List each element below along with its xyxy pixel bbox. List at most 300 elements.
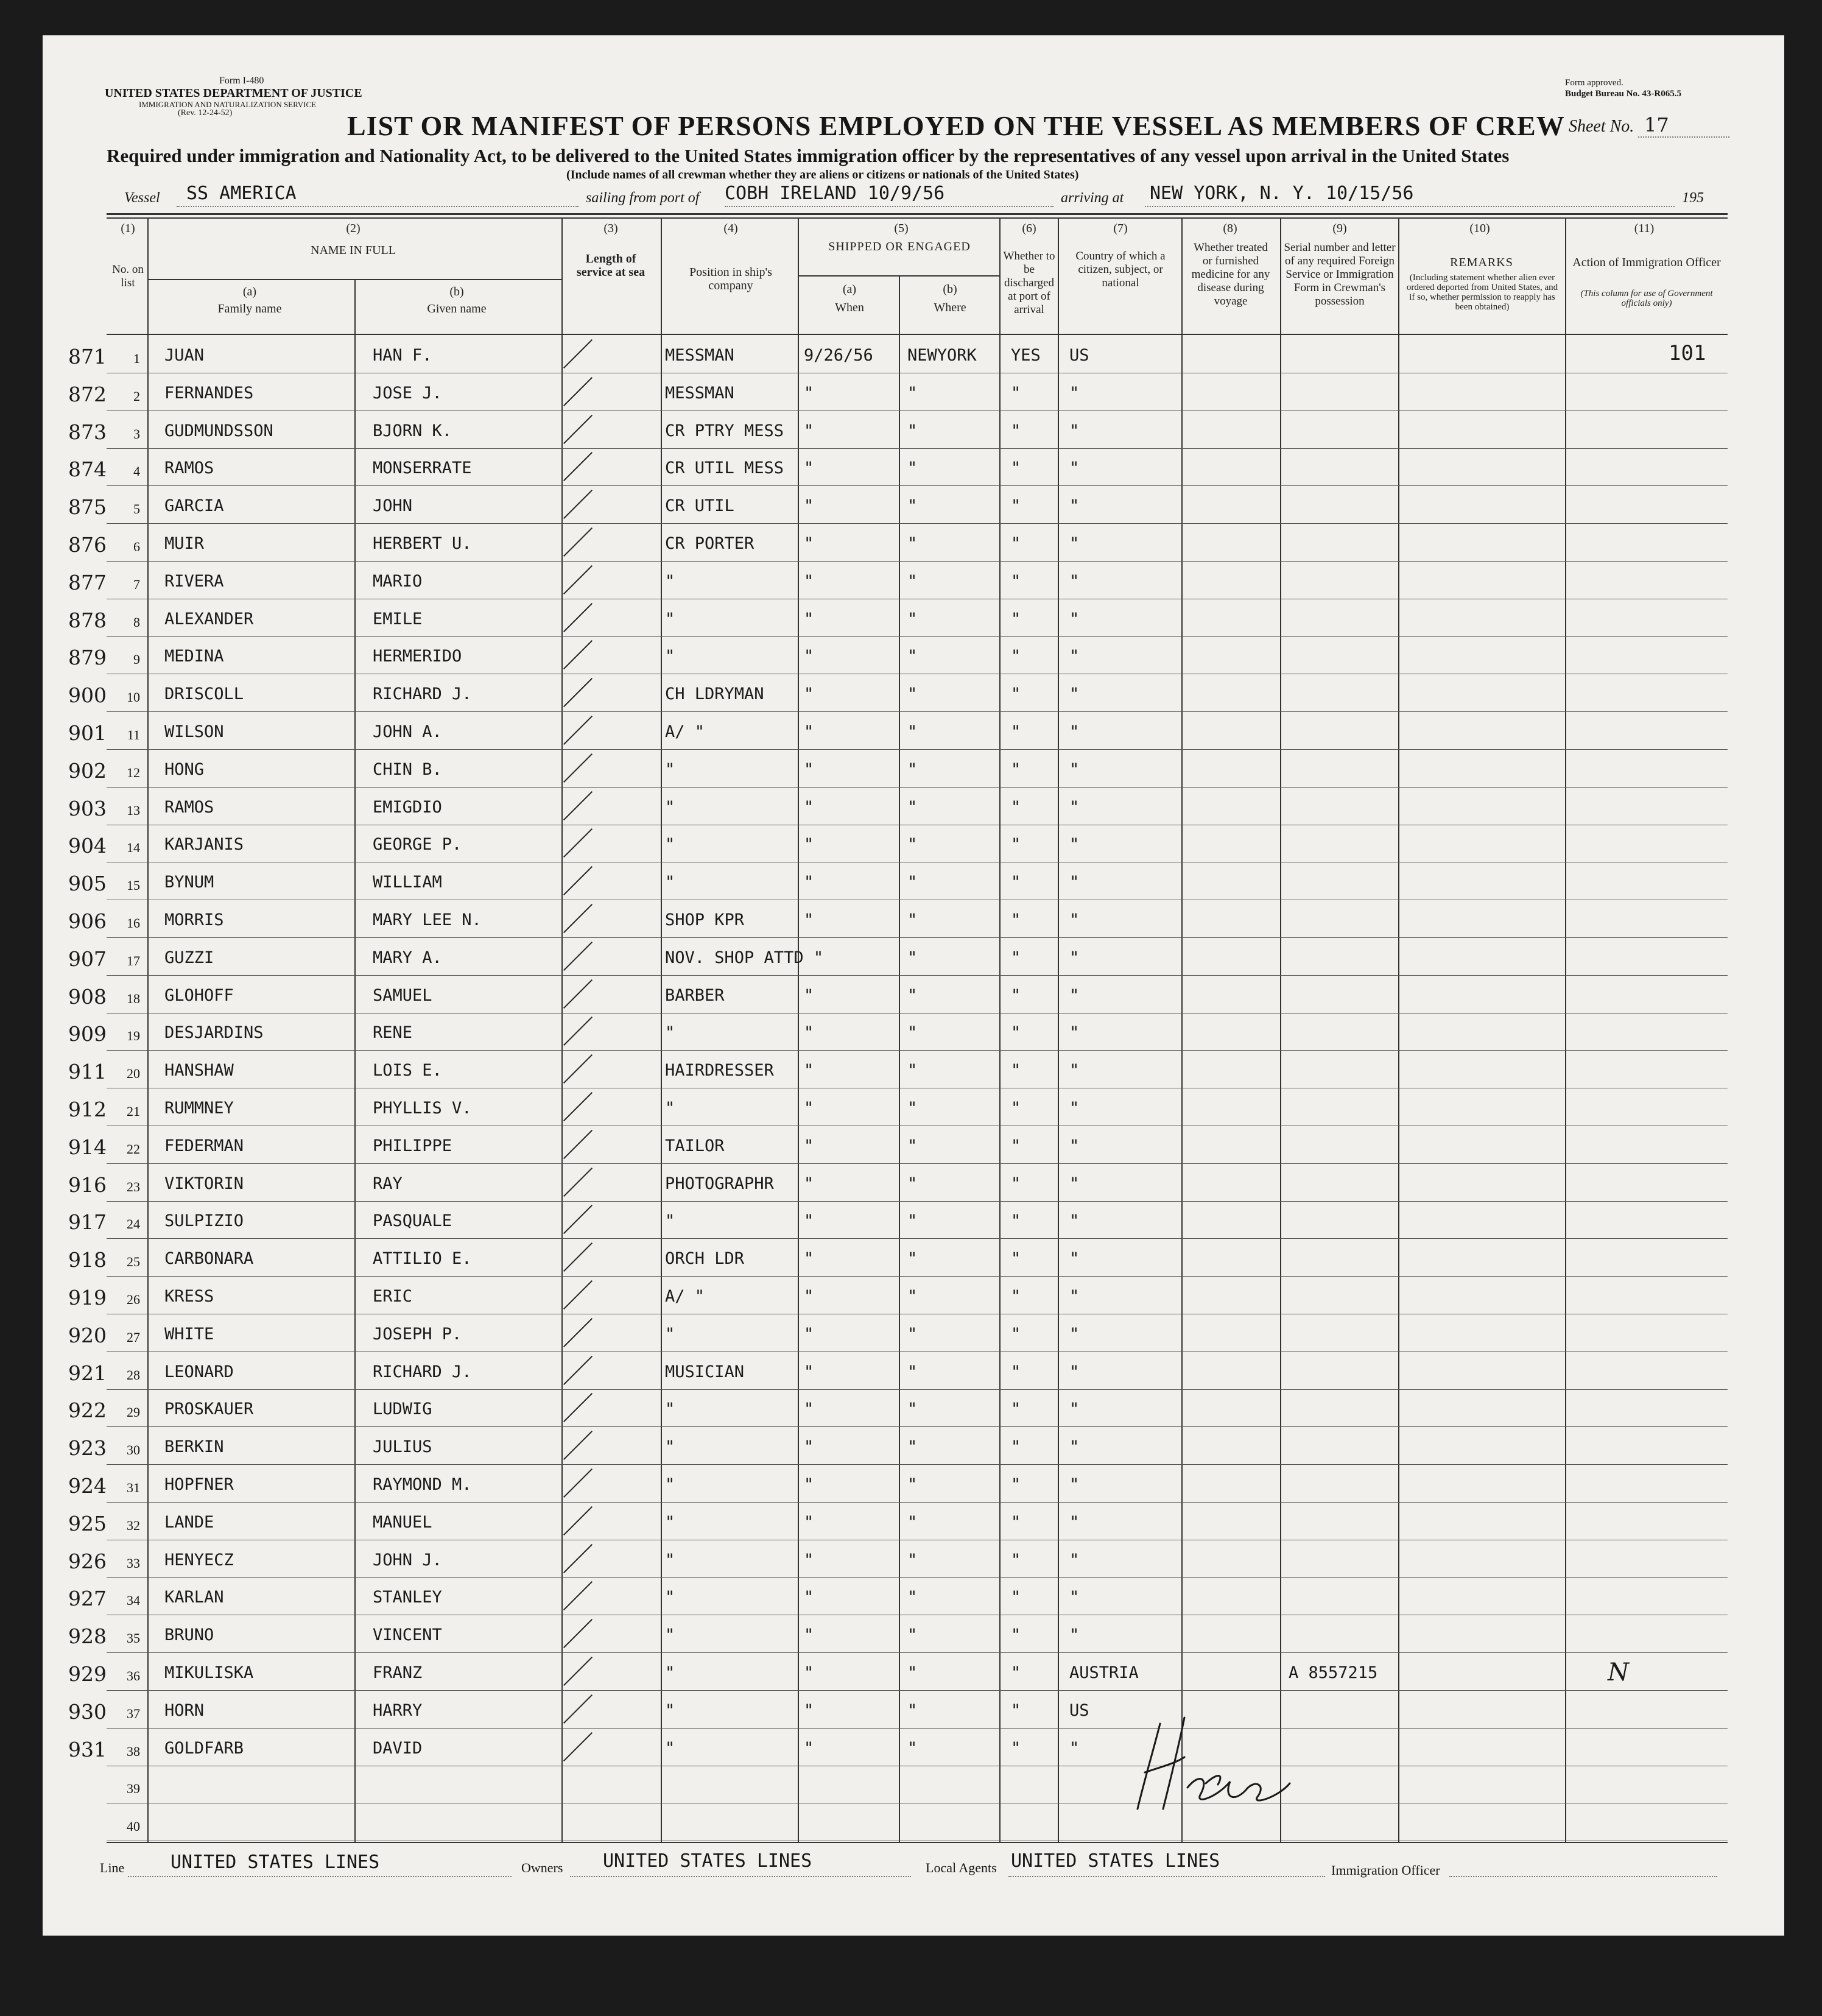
given-name: EMIGDIO (373, 798, 442, 817)
col-divider-5ab (899, 277, 900, 1842)
col5b-header: Where (934, 301, 966, 314)
discharged: " (1011, 798, 1021, 817)
manifest-line-ref: 928 (68, 1624, 107, 1648)
given-name: HERMERIDO (373, 647, 462, 666)
manifest-line-ref: 877 (68, 571, 107, 594)
given-name: JOHN A. (373, 722, 442, 741)
shipped-when: " (804, 1588, 814, 1607)
family-name: GOLDFARB (164, 1739, 244, 1758)
manifest-line-ref: 874 (68, 457, 107, 481)
officer-underline (1449, 1876, 1717, 1877)
shipped-where: " (907, 572, 918, 591)
family-name: HONG (164, 760, 205, 779)
given-name: ATTILIO E. (373, 1249, 472, 1268)
country: " (1069, 1551, 1080, 1570)
position: " (665, 835, 675, 854)
row-rule (107, 448, 1728, 449)
shipped-when: " (804, 798, 814, 817)
shipped-when: " (804, 911, 814, 929)
row-rule (107, 1389, 1728, 1390)
manifest-line-ref: 921 (68, 1361, 107, 1385)
col-divider-2ab (354, 280, 356, 1842)
country: " (1069, 835, 1080, 854)
family-name: MIKULISKA (164, 1663, 254, 1682)
sailing-label: sailing from port of (586, 190, 700, 206)
table-bottom-rule (107, 1842, 1728, 1843)
discharged: " (1011, 1325, 1021, 1344)
discharged: " (1011, 1099, 1021, 1118)
row-rule (107, 1050, 1728, 1051)
agents-name: UNITED STATES LINES (1011, 1850, 1220, 1872)
position: " (665, 873, 675, 892)
discharged: " (1011, 685, 1021, 703)
discharged: " (1011, 421, 1021, 440)
col-divider-7 (1181, 217, 1183, 1842)
row-number: 27 (127, 1330, 140, 1345)
given-name: RENE (373, 1023, 413, 1042)
manifest-line-ref: 920 (68, 1323, 107, 1347)
shipped-when: " (804, 1701, 814, 1720)
shipped-when: " (804, 1137, 814, 1155)
discharged: " (1011, 496, 1021, 515)
shipped-where: " (907, 1362, 918, 1381)
shipped-where: " (907, 534, 918, 553)
given-name: RICHARD J. (373, 685, 472, 703)
country: " (1069, 384, 1080, 403)
col5-number: (5) (894, 222, 909, 235)
position: CR PORTER (665, 534, 754, 553)
family-name: BERKIN (164, 1437, 224, 1456)
family-name: RAMOS (164, 798, 214, 817)
manifest-line-ref: 912 (68, 1098, 107, 1121)
family-name: WHITE (164, 1325, 214, 1344)
given-name: JOHN J. (373, 1551, 442, 1570)
table-top-rule (107, 213, 1728, 215)
discharged: " (1011, 1137, 1021, 1155)
shipped-where: " (907, 1551, 918, 1570)
discharged: " (1011, 1023, 1021, 1042)
shipped-when: " (804, 459, 814, 478)
shipped-when: " (804, 421, 814, 440)
given-name: HERBERT U. (373, 534, 472, 553)
family-name: GUZZI (164, 948, 214, 967)
country: " (1069, 722, 1080, 741)
given-name: JOHN (373, 496, 413, 515)
discharged: " (1011, 572, 1021, 591)
country: " (1069, 986, 1080, 1005)
shipped-where: " (907, 1023, 918, 1042)
shipped-when: " (804, 1249, 814, 1268)
shipped-when: " (804, 534, 814, 553)
manifest-line-ref: 906 (68, 909, 107, 933)
position: " (665, 760, 675, 779)
discharged: " (1011, 722, 1021, 741)
manifest-line-ref: 909 (68, 1022, 107, 1046)
shipped-where: " (907, 1663, 918, 1682)
country: US (1069, 346, 1089, 365)
row-number: 38 (127, 1744, 140, 1759)
manifest-line-ref: 878 (68, 608, 107, 632)
shipped-when: " (804, 1287, 814, 1306)
shipped-where: " (907, 1249, 918, 1268)
discharged: " (1011, 610, 1021, 629)
country: " (1069, 459, 1080, 478)
budget-bureau: Budget Bureau No. 43-R065.5 (1565, 89, 1681, 99)
sheet-underline (1638, 136, 1729, 138)
col2a-number: (a) (242, 285, 257, 298)
discharged: " (1011, 459, 1021, 478)
department: UNITED STATES DEPARTMENT OF JUSTICE (105, 86, 362, 100)
manifest-line-ref: 926 (68, 1549, 107, 1573)
shipped-where: " (907, 722, 918, 741)
country: " (1069, 1325, 1080, 1344)
shipped-when: " (804, 1325, 814, 1344)
shipped-where: " (907, 911, 918, 929)
family-name: WILSON (164, 722, 224, 741)
owners-name: UNITED STATES LINES (603, 1850, 812, 1872)
shipped-where: " (907, 1211, 918, 1230)
row-rule (107, 1201, 1728, 1202)
line-label: Line (100, 1860, 125, 1875)
service: IMMIGRATION AND NATURALIZATION SERVICE (139, 100, 317, 109)
position: MUSICIAN (665, 1362, 745, 1381)
country: " (1069, 1137, 1080, 1155)
shipped-where: " (907, 1701, 918, 1720)
shipped-where: " (907, 496, 918, 515)
given-name: JOSE J. (373, 384, 442, 403)
shipped-when: " (804, 1663, 814, 1682)
family-name: KARJANIS (164, 835, 244, 854)
col11-header: Action of Immigration Officer (1572, 256, 1721, 269)
position: " (665, 798, 675, 817)
serial-number: A 8557215 (1289, 1663, 1378, 1682)
row-number: 21 (127, 1104, 140, 1119)
sheet-number: 17 (1644, 113, 1669, 136)
col-divider-4 (798, 217, 799, 1842)
col6-header: Whether to be discharged at port of arrival (1003, 250, 1055, 316)
given-name: MANUEL (373, 1513, 432, 1532)
discharged: " (1011, 873, 1021, 892)
family-name: BYNUM (164, 873, 214, 892)
discharged: " (1011, 1174, 1021, 1193)
position: CH LDRYMAN (665, 685, 764, 703)
row-number: 6 (133, 539, 140, 554)
family-name: PROSKAUER (164, 1400, 254, 1419)
shipped-when: " (804, 1400, 814, 1419)
shipped-when: " (804, 685, 814, 703)
manifest-line-ref: 904 (68, 834, 107, 858)
shipped-where: " (907, 1626, 918, 1644)
col1-number: (1) (121, 222, 135, 235)
row-number: 7 (133, 577, 140, 592)
family-name: HANSHAW (164, 1061, 234, 1080)
line-underline (128, 1876, 512, 1877)
table-top-rule-2 (107, 217, 1728, 219)
row-number: 24 (127, 1216, 140, 1232)
manifest-line-ref: 924 (68, 1474, 107, 1498)
manifest-line-ref: 911 (68, 1060, 107, 1084)
col11-note: (This column for use of Government officials only) (1580, 289, 1713, 308)
shipped-where: " (907, 948, 918, 967)
manifest-line-ref: 875 (68, 495, 107, 519)
manifest-line-ref: 873 (68, 420, 107, 444)
col5b-number: (b) (943, 283, 957, 296)
form-number: Form I-480 (219, 76, 264, 86)
col8-number: (8) (1223, 222, 1237, 235)
shipped-when: " (804, 1551, 814, 1570)
given-name: PASQUALE (373, 1211, 452, 1230)
manifest-line-ref: 925 (68, 1512, 107, 1535)
col-divider-1 (147, 217, 149, 1842)
row-number: 33 (127, 1556, 140, 1571)
country: " (1069, 685, 1080, 703)
shipped-where: " (907, 610, 918, 629)
row-number: 36 (127, 1668, 140, 1683)
shipped-where: " (907, 1475, 918, 1494)
position: PHOTOGRAPHR (665, 1174, 774, 1193)
given-name: MONSERRATE (373, 459, 472, 478)
row-number: 30 (127, 1442, 140, 1457)
discharged: " (1011, 986, 1021, 1005)
col4-header: Position in ship's company (689, 266, 772, 292)
row-rule (107, 1426, 1728, 1427)
row-rule (107, 1690, 1728, 1691)
col11-number: (11) (1634, 222, 1655, 235)
family-name: KRESS (164, 1287, 214, 1306)
row-rule (107, 749, 1728, 750)
family-name: FEDERMAN (164, 1137, 244, 1155)
family-name: FERNANDES (164, 384, 254, 403)
shipped-when: " (804, 1626, 814, 1644)
family-name: RIVERA (164, 572, 224, 591)
shipped-when: " (804, 1437, 814, 1456)
row-number: 32 (127, 1518, 140, 1533)
row-rule (107, 711, 1728, 712)
family-name: DESJARDINS (164, 1023, 264, 1042)
shipped-when: " (804, 1513, 814, 1532)
family-name: LEONARD (164, 1362, 234, 1381)
row-rule (107, 1728, 1728, 1729)
discharged: " (1011, 384, 1021, 403)
manifest-line-ref: 931 (68, 1738, 107, 1761)
position: " (665, 1211, 675, 1230)
position: MESSMAN (665, 346, 734, 365)
position: TAILOR (665, 1137, 725, 1155)
shipped-where: " (907, 1287, 918, 1306)
family-name: LANDE (164, 1513, 214, 1532)
col2-number: (2) (346, 222, 361, 235)
manifest-line-ref: 918 (68, 1248, 107, 1272)
discharged: " (1011, 911, 1021, 929)
family-name: HORN (164, 1701, 205, 1720)
col-divider-6 (1058, 217, 1059, 1842)
shipped-when: " (804, 647, 814, 666)
row-rule (107, 1238, 1728, 1239)
manifest-line-ref: 872 (68, 382, 107, 406)
shipped-where: " (907, 1739, 918, 1758)
shipped-where: " (907, 1513, 918, 1532)
owners-underline (570, 1876, 911, 1877)
shipped-where: " (907, 1061, 918, 1080)
row-rule (107, 975, 1728, 976)
header-bottom-rule (107, 334, 1728, 335)
shipped-where: " (907, 1174, 918, 1193)
shipped-when: " (804, 572, 814, 591)
family-name: HOPFNER (164, 1475, 234, 1494)
col-divider-10 (1565, 217, 1566, 1842)
given-name: LUDWIG (373, 1400, 432, 1419)
row-number: 25 (127, 1254, 140, 1269)
row-number: 10 (127, 689, 140, 705)
row-rule (107, 1652, 1728, 1653)
agents-underline (1008, 1876, 1325, 1877)
shipped-where: " (907, 798, 918, 817)
shipped-when: " (804, 760, 814, 779)
shipped-where: " (907, 1437, 918, 1456)
given-name: VINCENT (373, 1626, 442, 1644)
shipped-where: " (907, 647, 918, 666)
manifest-line-ref: 929 (68, 1662, 107, 1686)
row-number: 37 (127, 1706, 140, 1721)
row-number: 2 (133, 389, 140, 404)
family-name: DRISCOLL (164, 685, 244, 703)
year-label: 195 (1682, 190, 1704, 206)
discharged: " (1011, 647, 1021, 666)
agents-label: Local Agents (926, 1860, 997, 1875)
shipped-when: " (804, 610, 814, 629)
shipped-where: " (907, 685, 918, 703)
row-number: 5 (133, 501, 140, 516)
manifest-line-ref: 876 (68, 533, 107, 557)
row-number: 11 (127, 727, 140, 742)
family-name: GUDMUNDSSON (164, 421, 273, 440)
manifest-line-ref: 923 (68, 1436, 107, 1460)
row-number: 12 (127, 765, 140, 780)
family-name: KARLAN (164, 1588, 224, 1607)
shipped-where: " (907, 986, 918, 1005)
position: ORCH LDR (665, 1249, 745, 1268)
country: " (1069, 911, 1080, 929)
position: " (665, 1739, 675, 1758)
row-number: 9 (133, 652, 140, 667)
shipped-subheader-rule (798, 275, 999, 277)
sailing-port: COBH IRELAND 10/9/56 (725, 183, 945, 204)
given-name: JOSEPH P. (373, 1325, 462, 1344)
family-name: SULPIZIO (164, 1211, 244, 1230)
row-rule (107, 636, 1728, 637)
family-name: RAMOS (164, 459, 214, 478)
discharged: " (1011, 1362, 1021, 1381)
family-name: HENYECZ (164, 1551, 234, 1570)
discharged: " (1011, 1626, 1021, 1644)
country: " (1069, 1513, 1080, 1532)
manifest-line-ref: 930 (68, 1700, 107, 1724)
given-name: ERIC (373, 1287, 413, 1306)
name-subheader-rule (147, 279, 561, 280)
country: " (1069, 948, 1080, 967)
given-name: RAYMOND M. (373, 1475, 472, 1494)
col9-header: Serial number and letter of any required Foreign Service or Immigration Form in Crewman's possession (1284, 241, 1396, 308)
col-divider-8 (1280, 217, 1281, 1842)
shipped-where: " (907, 421, 918, 440)
arriving-port: NEW YORK, N. Y. 10/15/56 (1150, 183, 1414, 204)
vessel-underline (177, 206, 579, 207)
row-number: 35 (127, 1630, 140, 1646)
discharged: " (1011, 534, 1021, 553)
shipped-when: " (804, 986, 814, 1005)
shipped-when: " (804, 1362, 814, 1381)
given-name: BJORN K. (373, 421, 452, 440)
position: SHOP KPR (665, 911, 745, 929)
owners-label: Owners (521, 1860, 563, 1875)
discharged: " (1011, 1588, 1021, 1607)
col2b-header: Given name (427, 302, 487, 315)
discharged: " (1011, 1513, 1021, 1532)
shipped-where: " (907, 1099, 918, 1118)
discharged: " (1011, 1400, 1021, 1419)
country: " (1069, 421, 1080, 440)
shipped-where: " (907, 459, 918, 478)
shipped-where: " (907, 384, 918, 403)
given-name: RAY (373, 1174, 403, 1193)
country: " (1069, 1174, 1080, 1193)
row-number: 4 (133, 463, 140, 479)
position: " (665, 1663, 675, 1682)
discharged: " (1011, 1551, 1021, 1570)
row-rule (107, 523, 1728, 524)
sailing-underline (725, 206, 1053, 207)
col9-number: (9) (1332, 222, 1347, 235)
col5a-header: When (835, 301, 864, 314)
family-name: GARCIA (164, 496, 224, 515)
manifest-line-ref: 916 (68, 1173, 107, 1197)
shipped-when: " (804, 1475, 814, 1494)
col10-header: REMARKS (1450, 256, 1513, 269)
discharged: " (1011, 835, 1021, 854)
discharged: " (1011, 1249, 1021, 1268)
row-number: 1 (133, 351, 140, 366)
form-revision: (Rev. 12-24-52) (178, 108, 233, 118)
vessel-label: Vessel (124, 190, 160, 206)
shipped-when: " (804, 1739, 814, 1758)
row-rule (107, 1502, 1728, 1503)
col5a-number: (a) (842, 283, 857, 296)
col6-number: (6) (1022, 222, 1036, 235)
country: " (1069, 496, 1080, 515)
col8-header: Whether treated or furnished medicine for any disease during voyage (1191, 241, 1270, 308)
position: " (665, 1701, 675, 1720)
given-name: SAMUEL (373, 986, 432, 1005)
given-name: HAN F. (373, 346, 432, 365)
shipped-where: " (907, 1137, 918, 1155)
position: CR UTIL (665, 496, 734, 515)
position: " (665, 1400, 675, 1419)
col3-header: Length of service at sea (576, 252, 645, 279)
given-name: PHYLLIS V. (373, 1099, 472, 1118)
manifest-line-ref: 905 (68, 872, 107, 895)
country: " (1069, 1249, 1080, 1268)
position: MESSMAN (665, 384, 734, 403)
manifest-line-ref: 879 (68, 646, 107, 669)
col-divider-5 (999, 217, 1001, 1842)
family-name: MORRIS (164, 911, 224, 929)
position: A/ " (665, 1287, 705, 1306)
family-name: RUMMNEY (164, 1099, 234, 1118)
given-name: STANLEY (373, 1588, 442, 1607)
row-number: 14 (127, 840, 140, 855)
country: " (1069, 1362, 1080, 1381)
shipped-where: " (907, 1325, 918, 1344)
